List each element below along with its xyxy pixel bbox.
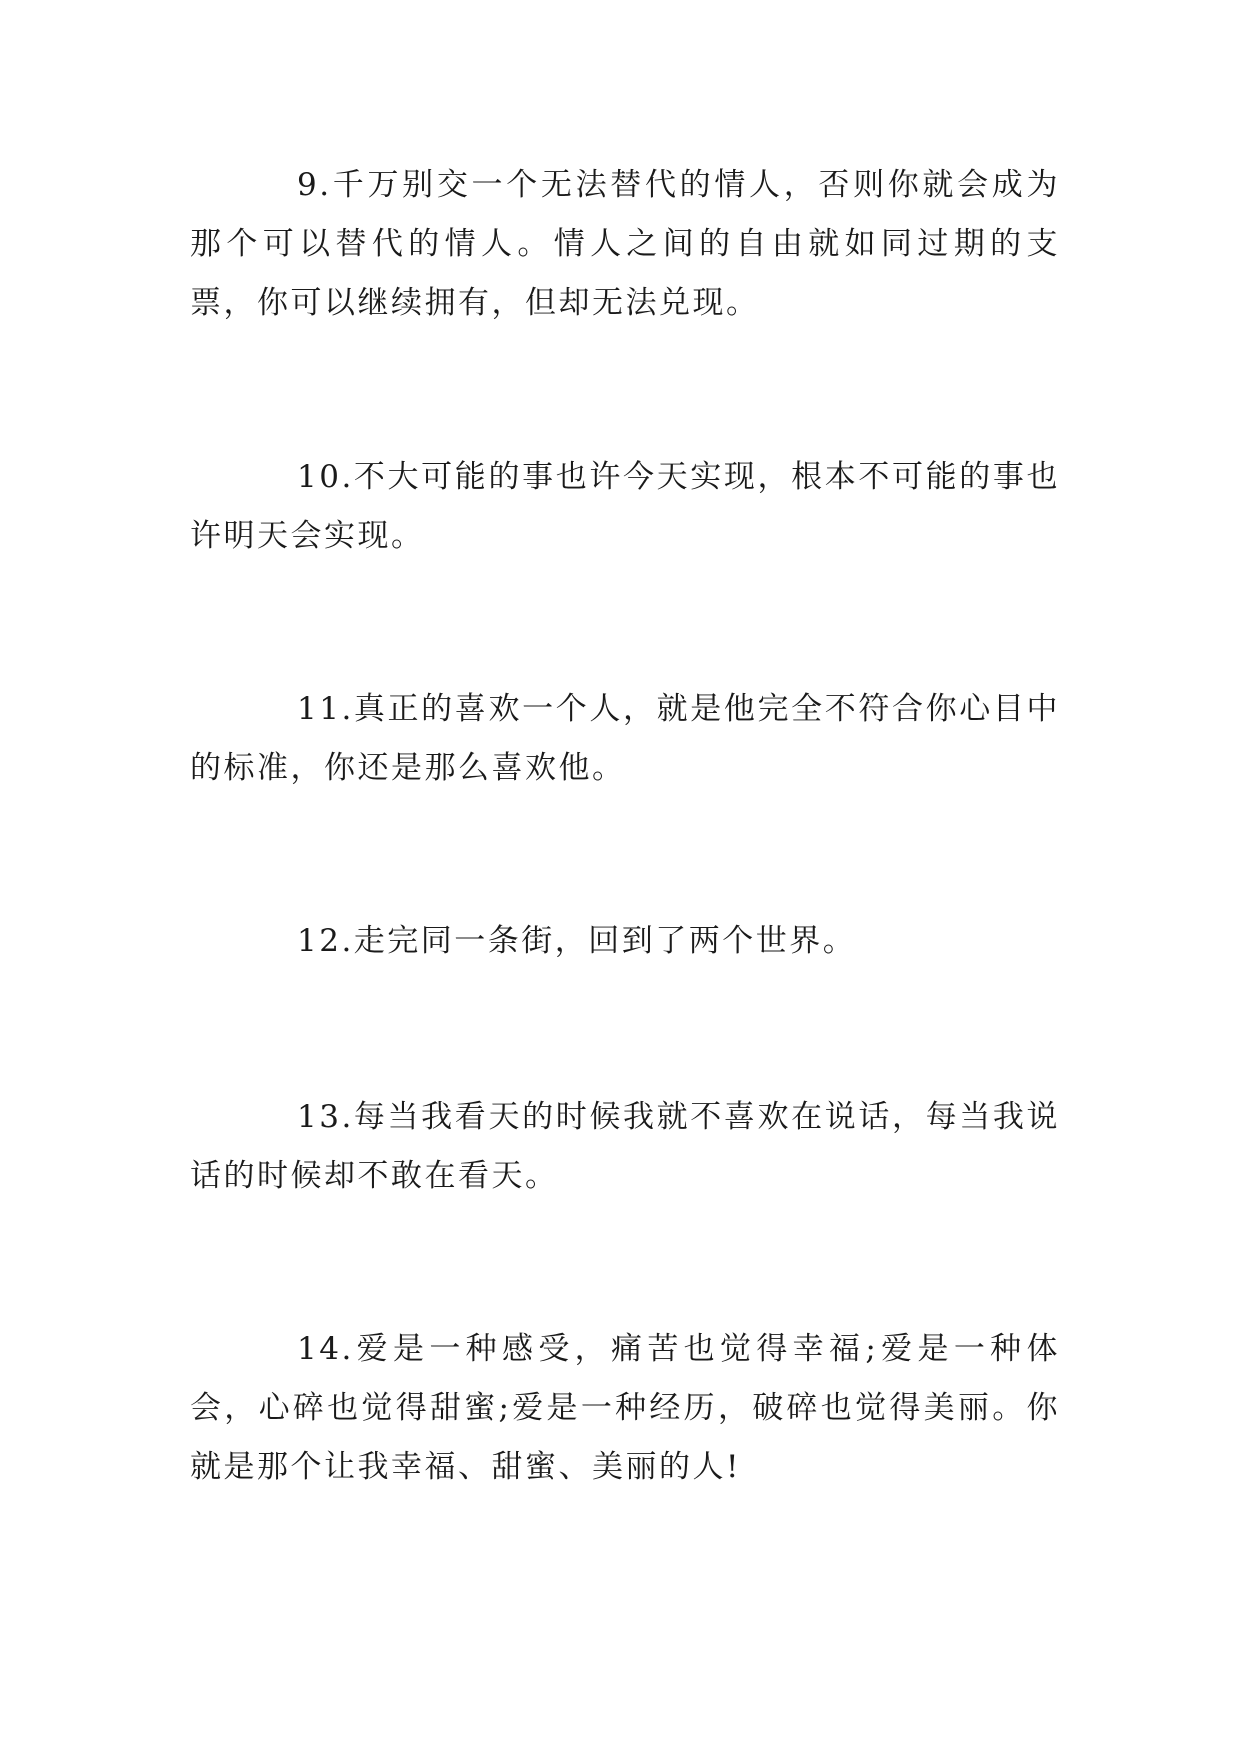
paragraph-12: 12.走完同一条街，回到了两个世界。 [297,923,857,959]
paragraph-10: 10.不大可能的事也许今天实现，根本不可能的事也许明天会实现。 [190,459,1060,554]
paragraph-11: 11.真正的喜欢一个人，就是他完全不符合你心目中的标准，你还是那么喜欢他。 [190,691,1060,786]
paragraph-13: 13.每当我看天的时候我就不喜欢在说话，每当我说话的时候却不敢在看天。 [190,1099,1060,1194]
paragraph-9: 9.千万别交一个无法替代的情人，否则你就会成为那个可以替代的情人。情人之间的自由就如同过期的支票，你可以继续拥有，但却无法兑现。 [190,167,1060,321]
paragraph-14: 14.爱是一种感受，痛苦也觉得幸福;爱是一种体会，心碎也觉得甜蜜;爱是一种经历，破碎也觉得美丽。你就是那个让我幸福、甜蜜、美丽的人! [190,1331,1060,1485]
